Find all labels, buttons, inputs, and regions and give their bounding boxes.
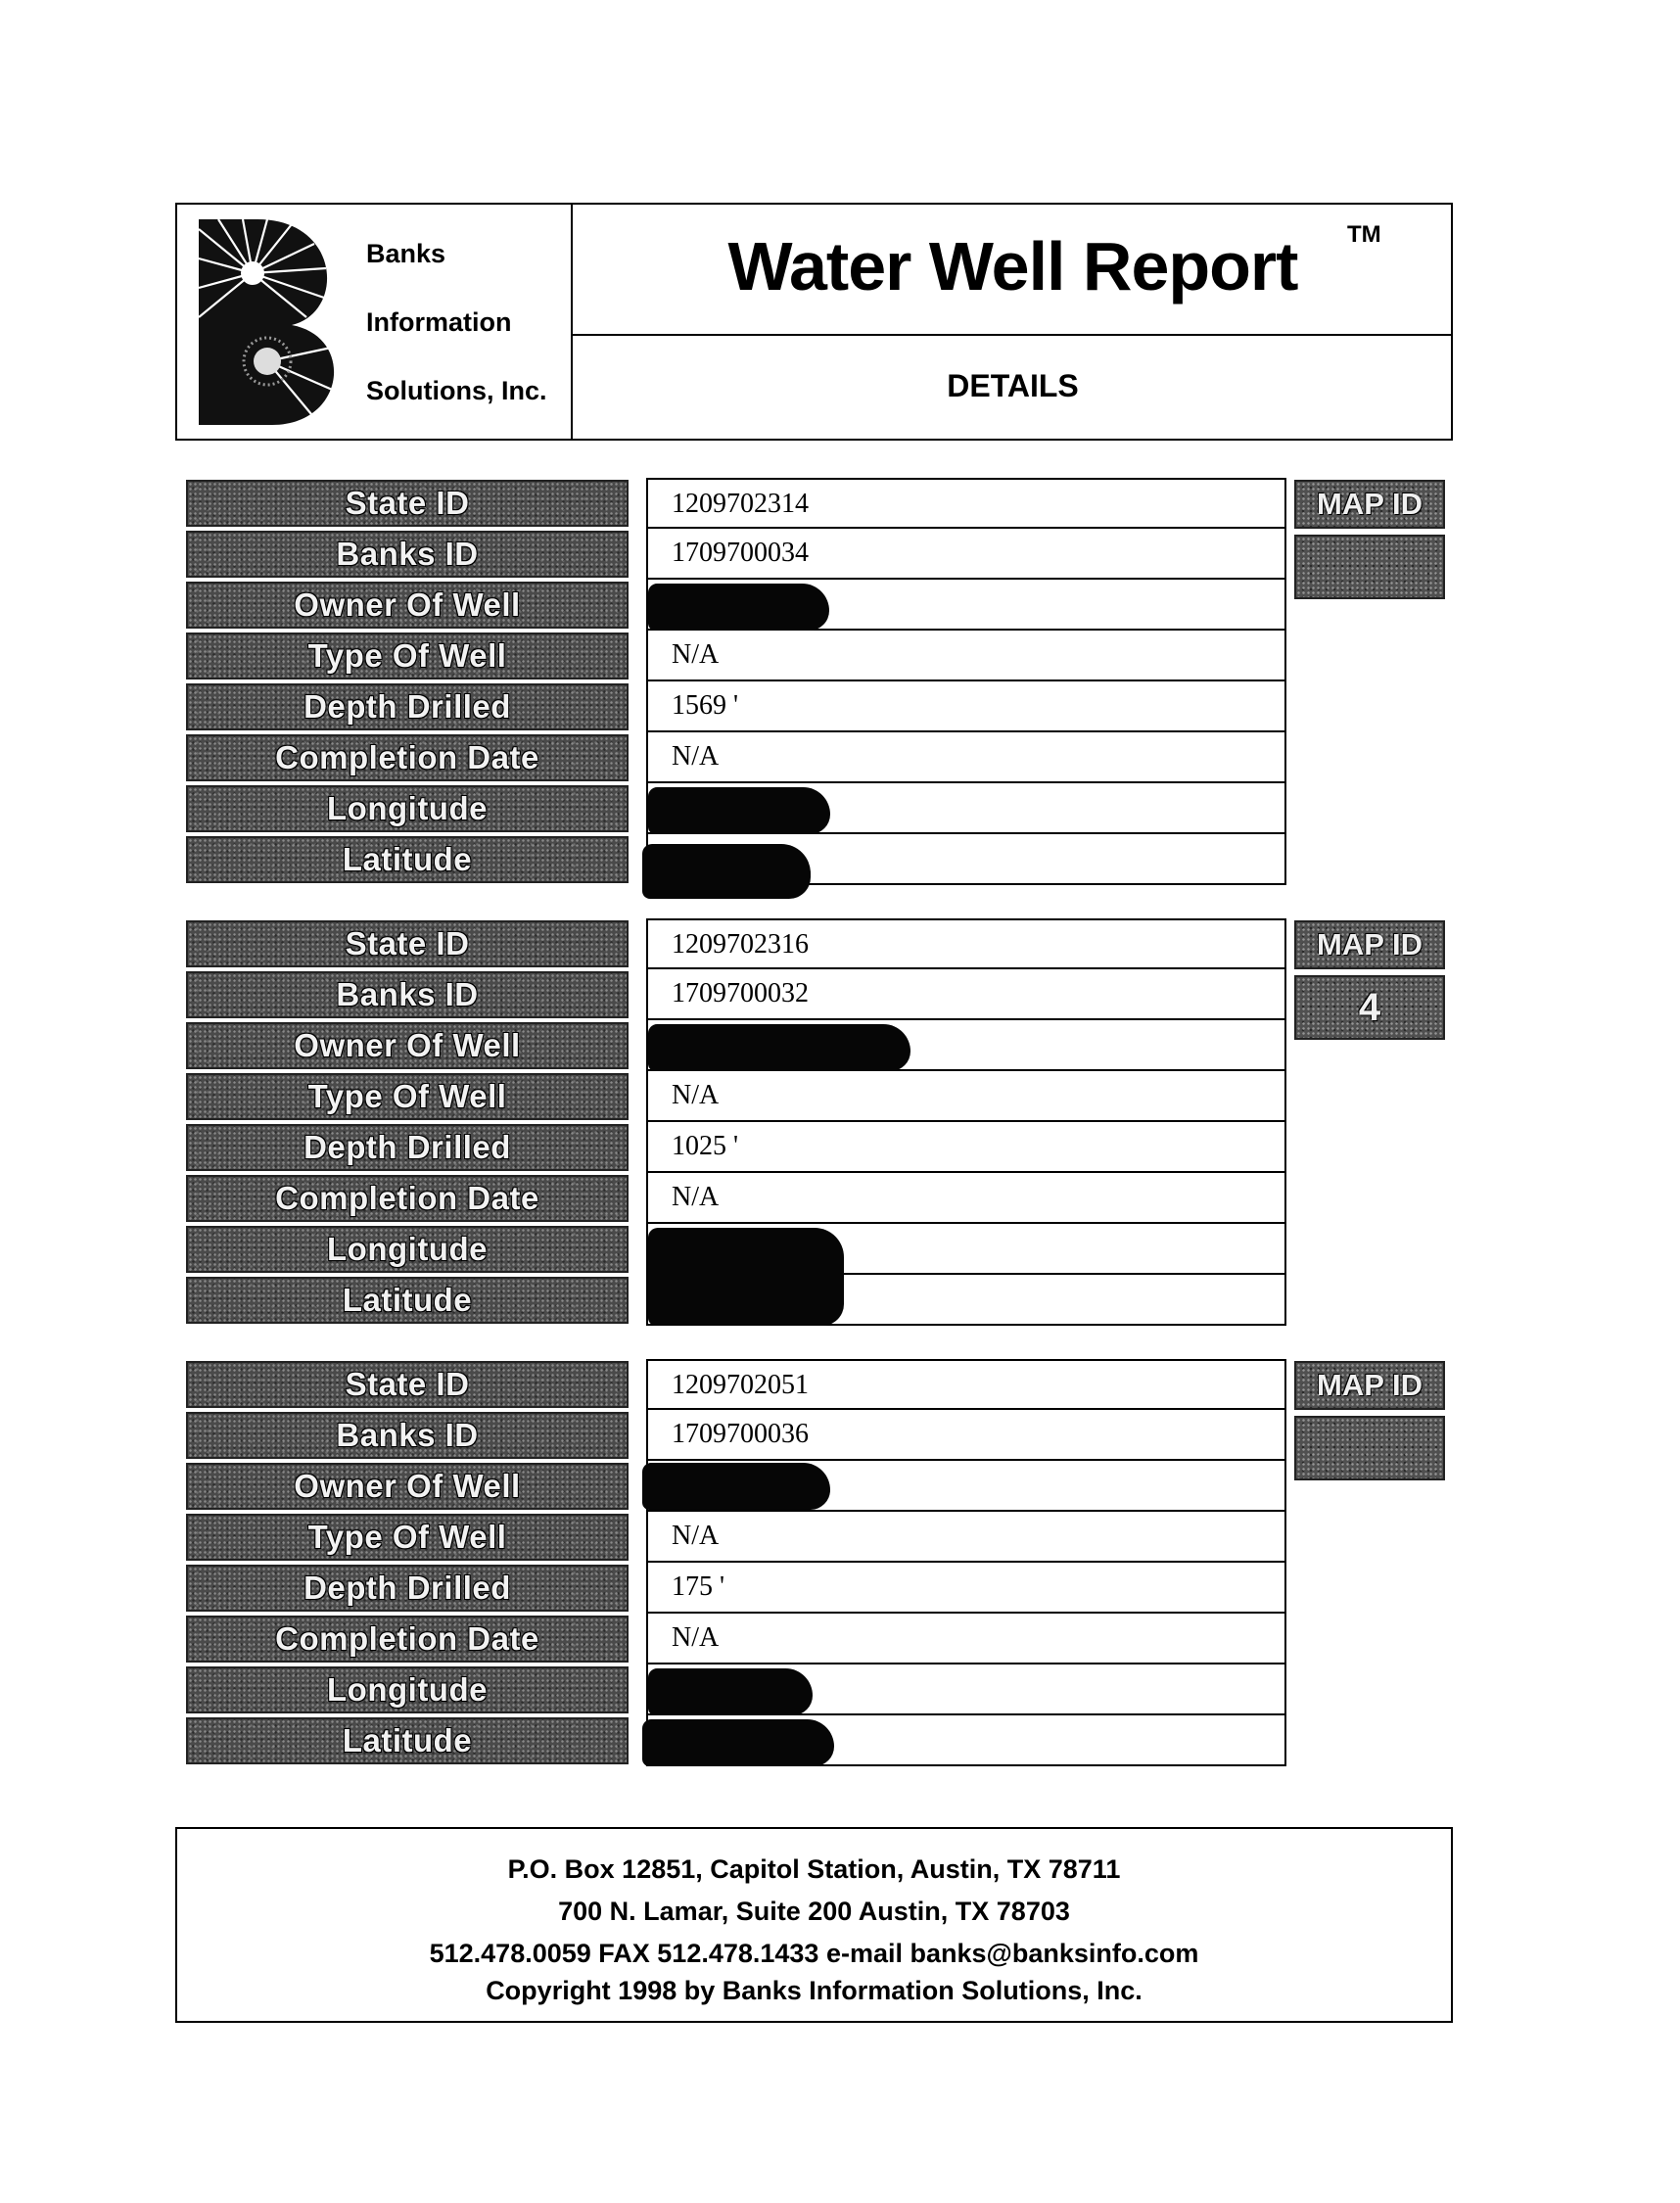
completion-date-value: N/A [646, 1614, 1286, 1664]
owner-label: Owner Of Well [186, 582, 629, 629]
banks-id-value: 1709700032 [646, 969, 1286, 1020]
type-of-well-value: N/A [646, 1071, 1286, 1122]
latitude-label: Latitude [186, 1277, 629, 1324]
completion-date-label: Completion Date [186, 1175, 629, 1222]
company-logo [199, 219, 353, 425]
longitude-label: Longitude [186, 785, 629, 832]
depth-drilled-label: Depth Drilled [186, 683, 629, 730]
type-of-well-label: Type Of Well [186, 633, 629, 680]
state-id-value: 1209702051 [646, 1359, 1286, 1410]
company-name-line: Information [366, 307, 512, 337]
company-name-line: Solutions, Inc. [366, 376, 547, 405]
depth-drilled-value: 1569 ' [646, 681, 1286, 732]
banks-id-value: 1709700036 [646, 1410, 1286, 1461]
redaction-mark [648, 1228, 844, 1326]
state-id-value: 1209702316 [646, 918, 1286, 969]
latitude-label: Latitude [186, 1717, 629, 1764]
completion-date-label: Completion Date [186, 734, 629, 781]
type-of-well-label: Type Of Well [186, 1073, 629, 1120]
state-id-value: 1209702314 [646, 478, 1286, 529]
copyright-notice: Copyright 1998 by Banks Information Solutions, Inc. [486, 1976, 1143, 2005]
type-of-well-value: N/A [646, 631, 1286, 681]
map-id-label: MAP ID [1294, 1361, 1445, 1410]
state-id-label: State ID [186, 920, 629, 967]
trademark-mark: TM [1347, 221, 1381, 248]
company-name-line: Banks [366, 239, 446, 268]
owner-label: Owner Of Well [186, 1022, 629, 1069]
redaction-mark [648, 1668, 813, 1715]
completion-date-value: N/A [646, 732, 1286, 783]
state-id-label: State ID [186, 480, 629, 527]
title-divider [573, 334, 1453, 336]
type-of-well-label: Type Of Well [186, 1514, 629, 1561]
banks-id-label: Banks ID [186, 531, 629, 578]
contact-numbers: 512.478.0059 FAX 512.478.1433 e-mail banks@banksinfo.com [429, 1939, 1199, 1968]
banks-id-label: Banks ID [186, 1412, 629, 1459]
redaction-mark [648, 584, 829, 631]
depth-drilled-label: Depth Drilled [186, 1565, 629, 1612]
completion-date-label: Completion Date [186, 1616, 629, 1663]
banks-id-label: Banks ID [186, 971, 629, 1018]
banks-id-value: 1709700034 [646, 529, 1286, 580]
type-of-well-value: N/A [646, 1512, 1286, 1563]
redaction-mark [642, 844, 811, 899]
depth-drilled-value: 1025 ' [646, 1122, 1286, 1173]
street-address: 700 N. Lamar, Suite 200 Austin, TX 78703 [558, 1897, 1070, 1926]
depth-drilled-value: 175 ' [646, 1563, 1286, 1614]
redaction-mark [648, 787, 830, 834]
completion-date-value: N/A [646, 1173, 1286, 1224]
document-subtitle: DETAILS [947, 368, 1079, 403]
redaction-mark [648, 1024, 910, 1071]
map-id-value: 4 [1294, 975, 1445, 1040]
state-id-label: State ID [186, 1361, 629, 1408]
map-id-label: MAP ID [1294, 480, 1445, 529]
mailing-address: P.O. Box 12851, Capitol Station, Austin, TX 78711 [507, 1854, 1121, 1884]
longitude-label: Longitude [186, 1666, 629, 1713]
latitude-label: Latitude [186, 836, 629, 883]
redaction-mark [642, 1719, 834, 1766]
map-id-value [1294, 1416, 1445, 1480]
redaction-mark [642, 1463, 830, 1510]
map-id-value [1294, 535, 1445, 599]
document-title: Water Well Report [727, 228, 1298, 305]
longitude-label: Longitude [186, 1226, 629, 1273]
owner-label: Owner Of Well [186, 1463, 629, 1510]
depth-drilled-label: Depth Drilled [186, 1124, 629, 1171]
map-id-label: MAP ID [1294, 920, 1445, 969]
